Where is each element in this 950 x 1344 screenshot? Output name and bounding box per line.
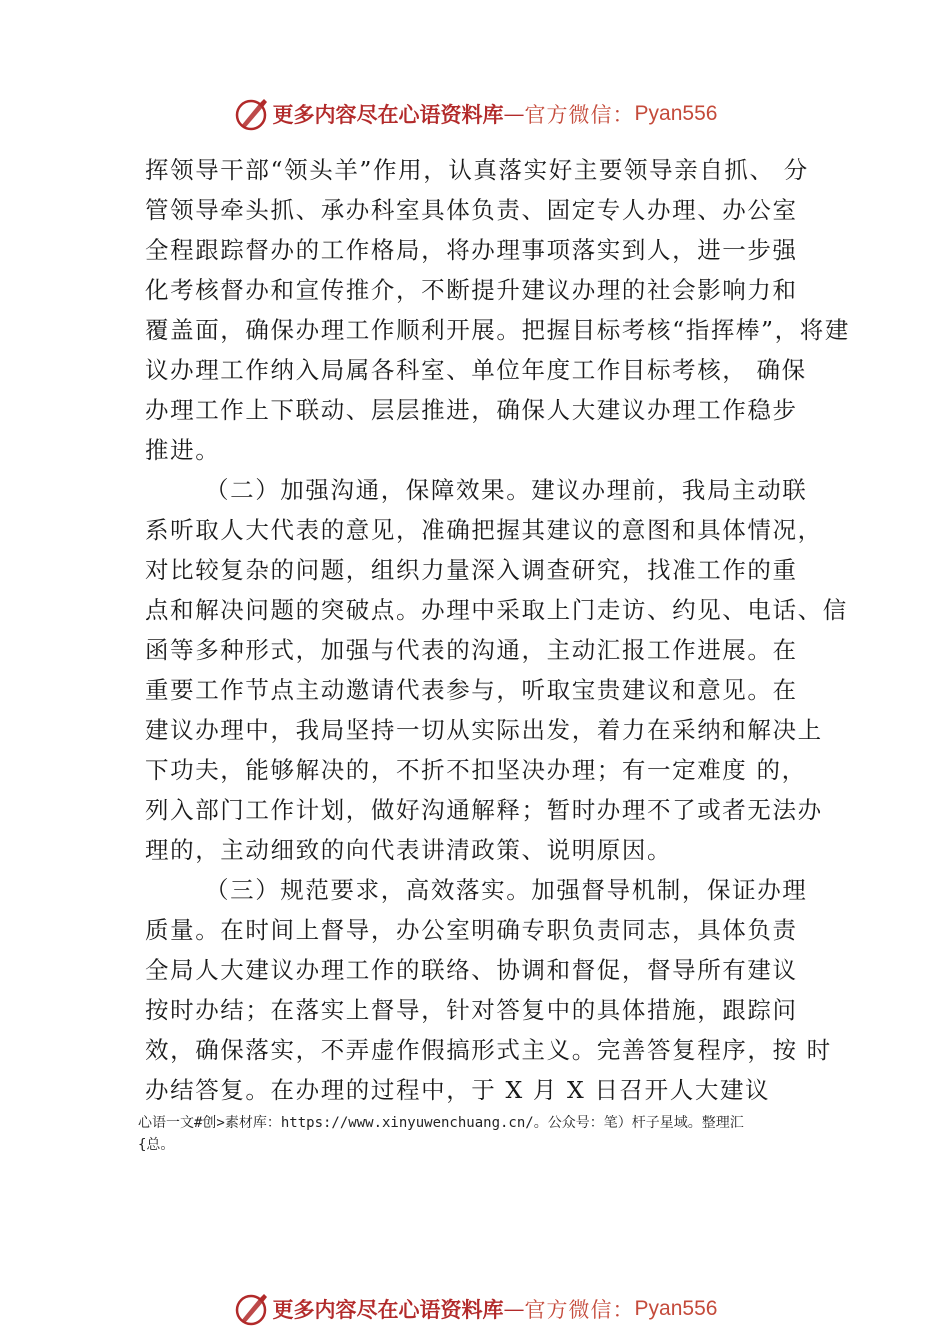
body-line: 点和解决问题的突破点。办理中采取上门走访、约见、电话、信 — [145, 596, 848, 624]
banner-brand-text: 更多内容尽在心语资料库 — [272, 1297, 504, 1322]
body-line: 管领导牵头抓、承办科室具体负责、固定专人办理、办公室 — [145, 196, 798, 224]
pen-in-circle-logo-icon — [233, 1291, 269, 1327]
body-line: 办结答复。在办理的过程中，于 X 月 X 日召开人大建议 — [145, 1076, 771, 1104]
banner-wechat-id: Pyan556 — [634, 102, 718, 125]
header-banner — [0, 92, 950, 136]
body-line: 覆盖面，确保办理工作顺利开展。把握目标考核“指挥棒”，将建 — [145, 316, 850, 344]
section-heading-line: （三）规范要求，高效落实。加强督导机制，保证办理 — [205, 876, 808, 904]
footer-banner — [0, 1287, 950, 1331]
body-line: 挥领导干部“领头羊”作用，认真落实好主要领导亲自抓、 分 — [145, 156, 809, 184]
footnote-line: 心语一文#创>素材库：https://www.xinyuwenchuang.cn/。公众号：笔）杆子星域。整理汇 — [138, 1115, 744, 1131]
banner-wechat-label: 官方微信： — [524, 1298, 635, 1322]
body-line: 全程跟踪督办的工作格局，将办理事项落实到人，进一步强 — [145, 236, 798, 264]
banner-wechat-id: Pyan556 — [634, 1297, 718, 1320]
footnote-line: {总。 — [138, 1137, 175, 1153]
body-line: 推进。 — [145, 436, 221, 464]
banner-dash: — — [503, 1297, 525, 1321]
body-line: 化考核督办和宣传推介，不断提升建议办理的社会影响力和 — [145, 276, 798, 304]
body-line: 系听取人大代表的意见，准确把握其建议的意图和具体情况， — [145, 516, 823, 544]
pen-in-circle-logo-icon — [233, 96, 269, 132]
document-body — [145, 150, 850, 1110]
body-line: 下功夫，能够解决的，不折不扣坚决办理；有一定难度 的， — [145, 756, 807, 784]
body-line: 全局人大建议办理工作的联络、协调和督促，督导所有建议 — [145, 956, 798, 984]
body-line: 对比较复杂的问题，组织力量深入调查研究，找准工作的重 — [145, 556, 798, 584]
body-line: 议办理工作纳入局属各科室、单位年度工作目标考核， 确保 — [145, 356, 807, 384]
body-line: 效，确保落实，不弄虚作假搞形式主义。完善答复程序，按 时 — [145, 1036, 832, 1064]
body-line: 理的，主动细致的向代表讲清政策、说明原因。 — [145, 836, 673, 864]
body-line: 质量。在时间上督导，办公室明确专职负责同志，具体负责 — [145, 916, 798, 944]
body-line: 函等多种形式，加强与代表的沟通，主动汇报工作进展。在 — [145, 636, 798, 664]
body-line: 办理工作上下联动、层层推进，确保人大建议办理工作稳步 — [145, 396, 798, 424]
section-heading-line: （二）加强沟通，保障效果。建议办理前，我局主动联 — [205, 476, 808, 504]
banner-dash: — — [503, 102, 525, 126]
body-line: 重要工作节点主动邀请代表参与，听取宝贵建议和意见。在 — [145, 676, 798, 704]
body-line: 按时办结；在落实上督导，针对答复中的具体措施，跟踪问 — [145, 996, 798, 1024]
body-line: 建议办理中，我局坚持一切从实际出发，着力在采纳和解决上 — [145, 716, 823, 744]
banner-wechat-label: 官方微信： — [524, 103, 635, 127]
banner-brand-text: 更多内容尽在心语资料库 — [272, 102, 504, 127]
body-line: 列入部门工作计划，做好沟通解释；暂时办理不了或者无法办 — [145, 796, 823, 824]
footnote — [138, 1112, 848, 1156]
